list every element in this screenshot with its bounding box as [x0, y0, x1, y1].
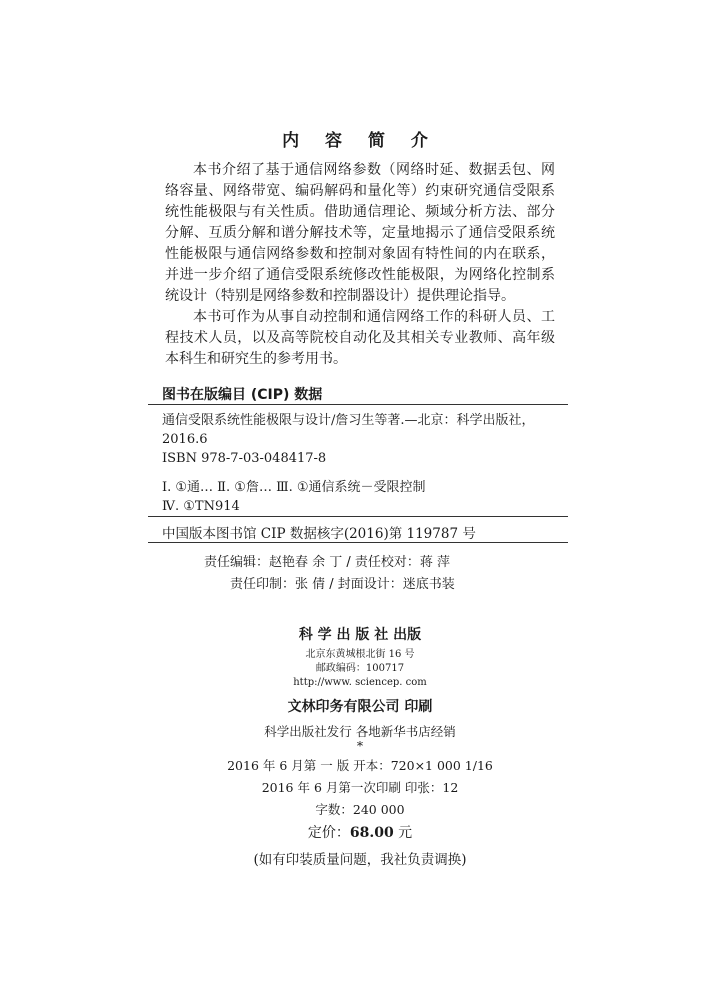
cip-classification: Ⅰ. ①通… Ⅱ. ①詹… Ⅲ. ①通信系统－受限控制	[162, 480, 426, 495]
cip-isbn: ISBN 978-7-03-048417-8	[162, 451, 327, 466]
publisher-url: http://www. sciencep. com	[293, 677, 427, 688]
printer-name: 文林印务有限公司 印刷	[287, 699, 433, 715]
intro-paragraph: 本书可作为从事自动控制和通信网络工作的科研人员、工程技术人员，以及高等院校自动化及其相关专业教师、高年级本科生和研究生的参考用书。	[165, 309, 555, 367]
edition-line: 2016 年 6 月第 一 版 开本：720×1 000 1/16	[227, 758, 493, 773]
editor-credits: 责任编辑：赵艳春 余 丁 / 责任校对：蒋 萍	[204, 555, 451, 570]
page-title: 内 容 简 介	[282, 131, 438, 151]
intro-paragraph: 本书介绍了基于通信网络参数（网络时延、数据丢包、网络容量、网络带宽、编码解码和量化等）约束研究通信受限系统性能极限与有关性质。借助通信理论、频域分析方法、部分分解、互质分解和谱分解技术等，定量地揭示了通信受限系统性能极限与通信网络参数和控制对象固有特性间的内在联系，并进一步介绍了通信受限系统修改性能极限，为网络化控制系统设计（特别是网络参数和控制器设计）提供理论指导。	[165, 162, 555, 304]
price-line	[0, 822, 720, 842]
publisher-name: 科 学 出 版 社 出版	[298, 627, 422, 643]
cip-middle-rule	[148, 516, 568, 517]
production-credits: 责任印制：张 倩 / 封面设计：迷底书装	[230, 577, 455, 592]
publisher-postcode: 邮政编码：100717	[315, 663, 405, 674]
publisher-block	[0, 624, 720, 868]
quality-note: (如有印装质量问题，我社负责调换)	[253, 852, 467, 868]
word-count: 字数：240 000	[315, 802, 405, 817]
cip-heading: 图书在版编目 (CIP) 数据	[162, 387, 323, 403]
price-value: 68.00	[349, 825, 394, 841]
intro-text	[165, 160, 555, 370]
cip-classification-2: Ⅳ. ①TN914	[162, 499, 240, 514]
printing-line: 2016 年 6 月第一次印刷 印张：12	[261, 780, 459, 795]
price-unit: 元	[393, 825, 413, 841]
cip-bottom-rule	[148, 542, 568, 543]
publisher-address: 北京东黄城根北街 16 号	[305, 649, 415, 660]
cip-record-number: 中国版本图书馆 CIP 数据核字(2016)第 119787 号	[162, 526, 476, 542]
distribution-line: 科学出版社发行 各地新华书店经销	[264, 724, 456, 739]
separator-star: *	[356, 738, 364, 753]
cip-block	[162, 411, 562, 516]
price-label: 定价：	[307, 825, 350, 841]
cip-date-line: 2016.6	[162, 432, 208, 447]
cip-title-line: 通信受限系统性能极限与设计/詹习生等著.—北京：科学出版社，	[162, 413, 535, 428]
cip-top-rule	[148, 404, 568, 405]
